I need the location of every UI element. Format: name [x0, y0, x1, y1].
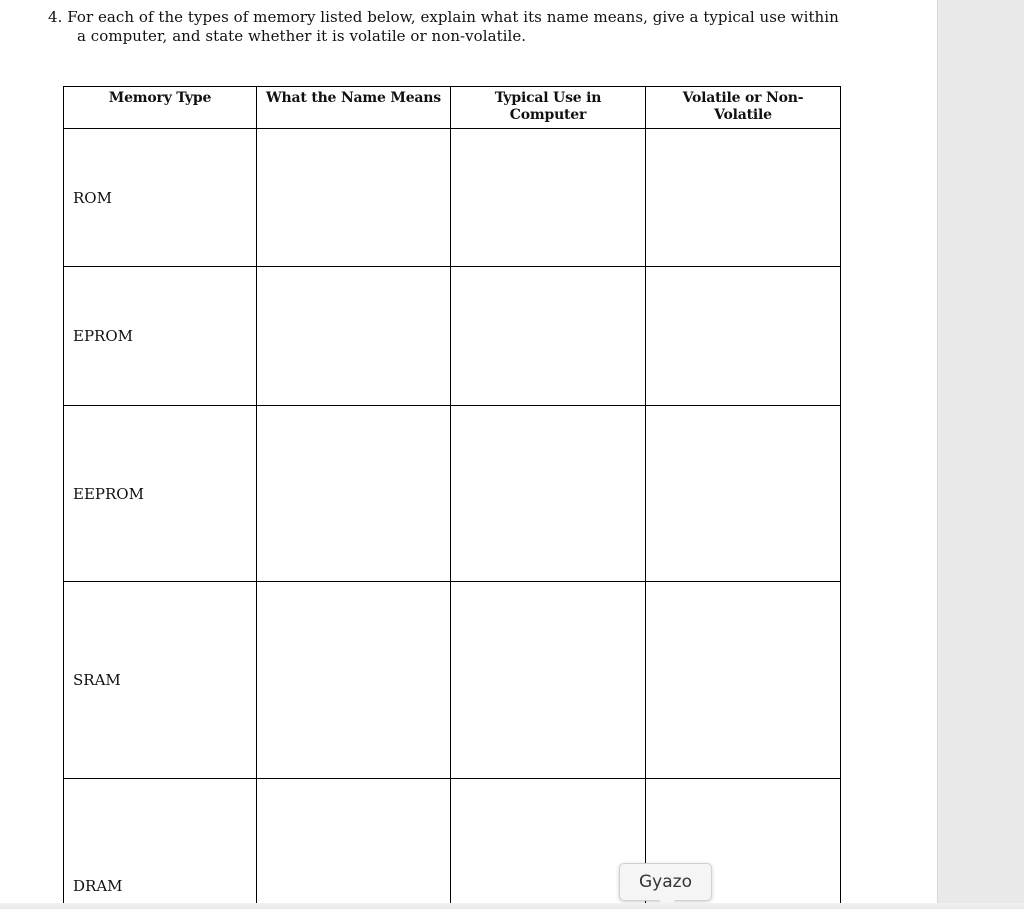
- typical-use-answer-cell[interactable]: [451, 267, 646, 406]
- header-name-means: What the Name Means: [257, 87, 451, 129]
- name-means-answer-cell[interactable]: [257, 406, 451, 582]
- window-gutter: [938, 0, 1024, 909]
- volatility-answer-cell[interactable]: [646, 129, 841, 267]
- volatility-answer-cell[interactable]: [646, 582, 841, 779]
- header-memory-type: Memory Type: [64, 87, 257, 129]
- header-typical-use-label: Typical Use in Computer: [494, 90, 602, 123]
- volatility-answer-cell[interactable]: [646, 267, 841, 406]
- memory-type-cell: DRAM: [64, 779, 257, 909]
- table-row: [64, 779, 841, 909]
- typical-use-answer-cell[interactable]: [451, 779, 646, 909]
- memory-type-cell: EEPROM: [64, 406, 257, 582]
- header-volatility: [646, 87, 841, 129]
- memory-type-cell: EPROM: [64, 267, 257, 406]
- name-means-answer-cell[interactable]: [257, 267, 451, 406]
- typical-use-answer-cell[interactable]: [451, 406, 646, 582]
- name-means-answer-cell[interactable]: [257, 129, 451, 267]
- memory-type-cell: SRAM: [64, 582, 257, 779]
- table-row: [64, 406, 841, 582]
- header-typical-use: [451, 87, 646, 129]
- typical-use-answer-cell[interactable]: [451, 129, 646, 267]
- question-line-2: a computer, and state whether it is volatile or non-volatile.: [77, 27, 527, 45]
- horizontal-scrollbar[interactable]: [0, 903, 1024, 909]
- name-means-answer-cell[interactable]: [257, 779, 451, 909]
- table-row: [64, 267, 841, 406]
- memory-type-cell: ROM: [64, 129, 257, 267]
- table-row: [64, 129, 841, 267]
- table-header-row: [64, 87, 841, 129]
- gyazo-tooltip: Gyazo: [619, 863, 712, 901]
- table-row: [64, 582, 841, 779]
- name-means-answer-cell[interactable]: [257, 582, 451, 779]
- volatility-answer-cell[interactable]: [646, 406, 841, 582]
- question-text: [48, 8, 848, 46]
- question-line-1: 4. For each of the types of memory listed below, explain what its name means, give a typical use within: [48, 8, 839, 26]
- header-volatility-label: Volatile or Non-Volatile: [682, 90, 804, 123]
- memory-worksheet-table: [63, 86, 841, 909]
- typical-use-answer-cell[interactable]: [451, 582, 646, 779]
